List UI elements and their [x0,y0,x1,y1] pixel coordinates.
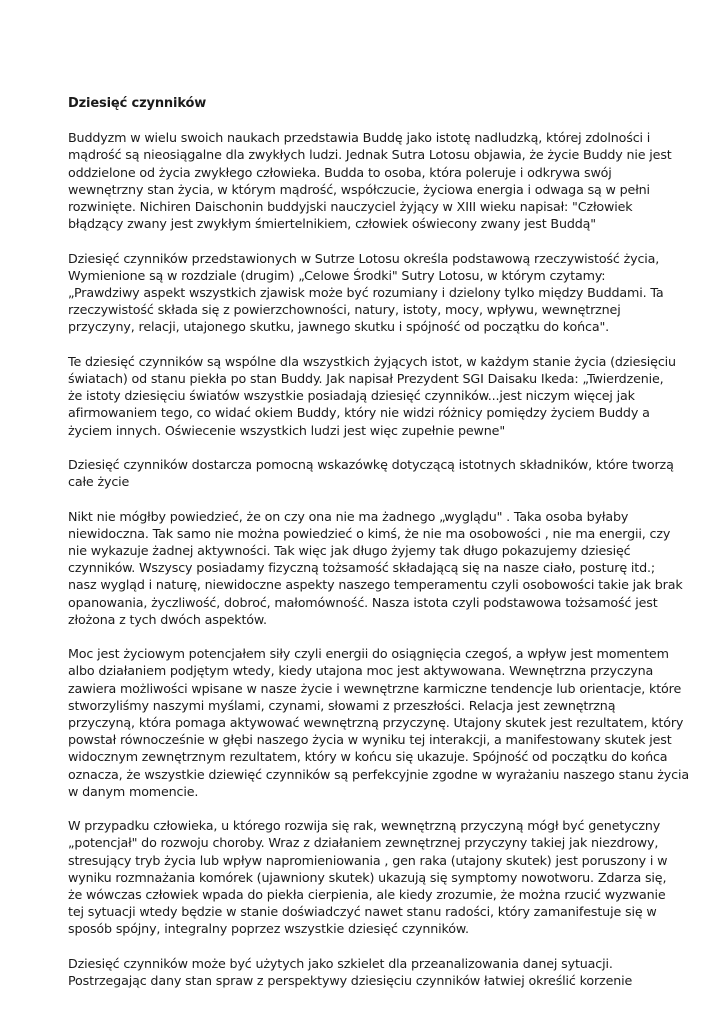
paragraph-line: Dziesięć czynników dostarcza pomocną wskazówkę dotyczącą istotnych składników, które tworzą [68,457,674,473]
paragraph-line: tej sytuacji wtedy będzie w stanie doświadczyć nawet stanu radości, który zamanifestuje się w [68,904,657,920]
paragraph-line: Postrzegając dany stan spraw z perspektywy dziesięciu czynników łatwiej określić korzenie [68,973,633,989]
paragraph-line: Te dziesięć czynników są wspólne dla wszystkich żyjących istot, w każdym stanie życia (dziesięciu [68,353,676,369]
paragraph-line: czynników. Wszyscy posiadamy fizyczną tożsamość składającą się na nasze ciało, posturę itd.; [68,560,656,576]
paragraph-line: nasz wygląd i naturę, niewidoczne aspekty naszego temperamentu czyli osobowości takie jak brak [68,577,683,593]
paragraph [68,817,668,937]
paragraph-line: opanowania, życzliwość, dobroć, małomówność. Nasza istota czyli podstawowa tożsamość jest [68,594,658,610]
paragraph-line: Nikt nie mógłby powiedzieć, że on czy ona nie ma żadnego „wyglądu" . Taka osoba byłaby [68,508,629,524]
paragraph-line: oddzielone od życia zwykłego człowieka. Budda to osoba, która poleruje i odkrywa swój [68,164,612,180]
paragraph-line: zawiera możliwości wpisane w nasze życie i wewnętrzne karmiczne tendencje lub orientacje, które [68,680,682,696]
paragraph-line: życiem innych. Oświecenie wszystkich ludzi jest więc zupełnie pewne" [68,422,506,438]
paragraph-line: „potencjał" do rozwoju choroby. Wraz z działaniem zewnętrznej przyczyny takiej jak niezdrowy, [68,835,659,851]
paragraph-line: rozwinięte. Nichiren Daischonin buddyjski nauczyciel żyjący w XIII wieku napisał: "Człowiek [68,199,633,215]
paragraph-line: światach) od stanu piekła po stan Buddy. Jak napisał Prezydent SGI Daisaku Ikeda: „Twierdzenie, [68,371,664,387]
paragraph-line: „Prawdziwy aspekt wszystkich zjawisk może być rozumiany i dzielony tylko między Buddami. Ta [68,285,664,301]
paragraph-line: Wymienione są w rozdziale (drugim) „Celowe Środki" Sutry Lotosu, w którym czytamy: [68,267,606,283]
paragraph-line: afirmowaniem tego, co widać okiem Buddy, który nie widzi różnicy pomiędzy życiem Buddy a [68,405,650,421]
paragraph-line: złożona z tych dwóch aspektów. [68,611,267,627]
paragraph-line: Buddyzm w wielu swoich naukach przedstawia Buddę jako istotę nadludzką, której zdolności i [68,130,651,146]
paragraph-line: oznacza, że wszystkie dziewięć czynników są perfekcyjnie zgodne w wyrażaniu naszego stanu życia [68,766,689,782]
paragraph [68,353,676,439]
paragraph-line: przyczyną, która pomaga aktywować wewnętrzną przyczynę. Utajony skutek jest rezultatem, który [68,715,684,731]
paragraph-line: stworzyliśmy naszymi myślami, czynami, słowami z przeszłości. Relacja jest zewnętrzną [68,697,616,713]
paragraph-line: niewidoczna. Tak samo nie można powiedzieć o kimś, że nie ma osobowości , nie ma energii, czy [68,525,671,541]
paragraph-line: przyczyny, relacji, utajonego skutku, jawnego skutku i spójność od początku do końca". [68,319,610,335]
paragraph [68,508,683,628]
paragraph-line: Moc jest życiowym potencjałem siły czyli energii do osiągnięcia czegoś, a wpływ jest momentem [68,646,669,662]
document-title: Dziesięć czynników [68,96,207,111]
paragraph-line: sposób spójny, integralny poprzez wszystkie dziesięć czynników. [68,921,469,937]
paragraph-list [68,129,689,989]
paragraph-line: Dziesięć czynników przedstawionych w Sutrze Lotosu określa podstawową rzeczywistość życia, [68,250,660,266]
paragraph-line: powstał równocześnie w głębi naszego życia w wyniku tej interakcji, a manifestowany skutek jest [68,732,672,748]
paragraph-line: rzeczywistość składa się z powierzchowności, natury, istoty, mocy, wpływu, wewnętrznej [68,302,621,318]
paragraph-line: Dziesięć czynników może być użytych jako szkielet dla przeanalizowania danej sytuacji. [68,955,613,971]
paragraph-line: że istoty dziesięciu światów wszystkie posiadają dziesięć czynników...jest niczym więcej jak [68,388,635,404]
paragraph-line: że wówczas człowiek wpada do piekła cierpienia, ale kiedy zrozumie, że można rzucić wyzwanie [68,887,666,903]
paragraph-line: w danym momencie. [68,783,199,799]
paragraph [68,955,668,989]
paragraph [68,250,668,336]
paragraph-line: nie wykazuje żadnej aktywności. Tak więc jak długo żyjemy tak długo pokazujemy dziesięć [68,543,631,559]
paragraph [68,645,689,800]
paragraph-line: błądzący zwany jest zwykłym śmiertelnikiem, człowiek oświecony zwany jest Buddą" [68,216,596,232]
paragraph-line: W przypadku człowieka, u którego rozwija się rak, wewnętrzną przyczyną mógł być genetyczny [68,818,661,834]
paragraph-line: stresujący tryb życia lub wpływ napromieniowania , gen raka (utajony skutek) jest poruszony i w [68,852,668,868]
paragraph [68,456,674,490]
document-body [68,95,689,1006]
paragraph-line: mądrość są nieosiągalne dla zwykłych ludzi. Jednak Sutra Lotosu objawia, że życie Buddy nie jest [68,147,672,163]
paragraph-line: całe życie [68,474,130,490]
paragraph [68,129,672,232]
paragraph-line: wewnętrzny stan życia, w którym mądrość, współczucie, życiowa energia i odwaga są w pełni [68,181,650,197]
paragraph-line: widocznym zewnętrznym rezultatem, który w końcu się ukazuje. Spójność od początku do końca [68,749,668,765]
paragraph-line: wyniku rozmnażania komórek (ujawniony skutek) ukazują się symptomy nowotworu. Zdarza się, [68,869,667,885]
paragraph-line: albo działaniem podjętym wtedy, kiedy utajona moc jest aktywowana. Wewnętrzna przyczyna [68,663,654,679]
